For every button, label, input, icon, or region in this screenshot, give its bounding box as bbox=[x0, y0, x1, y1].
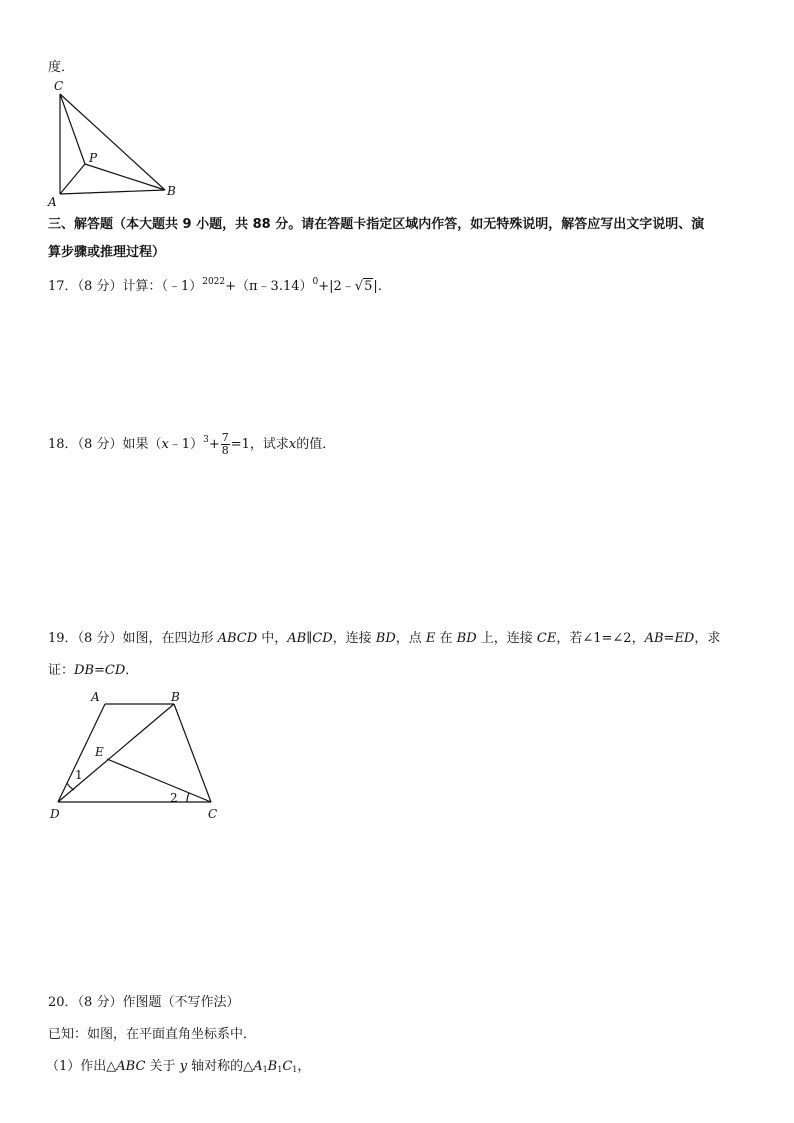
q20-text: 轴对称的△ bbox=[187, 1059, 254, 1074]
q19-db: DB bbox=[74, 663, 94, 678]
q19-text: 证： bbox=[48, 663, 75, 678]
section3-heading-line1 bbox=[48, 213, 704, 232]
angle-arc-2 bbox=[187, 793, 189, 802]
question-20-title bbox=[48, 991, 239, 1010]
q19-text: 中， bbox=[257, 631, 288, 646]
q20-text: （1）作出△ bbox=[46, 1059, 117, 1074]
q18-var-x: x bbox=[161, 437, 169, 452]
q19-cd: CD bbox=[312, 631, 333, 646]
q20-c1: C bbox=[282, 1059, 293, 1074]
section3-heading-text1: 三、解答题（本大题共 9 小题，共 88 分。请在答题卡指定区域内作答，如无特殊说明，解答应写出文字说明、演 bbox=[48, 217, 705, 232]
segment-pb bbox=[85, 164, 165, 190]
question-19-line2 bbox=[48, 659, 138, 678]
q17-radicand: 5 bbox=[364, 279, 373, 294]
q19-text: ，连接 bbox=[332, 631, 376, 646]
label-c: C bbox=[208, 807, 218, 821]
radical-sign: √ bbox=[354, 279, 364, 294]
q17-abs-open: +|2﹣ bbox=[318, 279, 355, 294]
q17-mid: +（π﹣3.14） bbox=[225, 279, 313, 294]
section3-heading-line2 bbox=[48, 241, 165, 260]
label-b: B bbox=[171, 690, 180, 704]
q20-a1: A bbox=[253, 1059, 263, 1074]
q19-text: 上，连接 bbox=[476, 631, 537, 646]
q20-text: ， bbox=[297, 1059, 311, 1074]
q20-y: y bbox=[179, 1059, 188, 1074]
q19-bd: BD bbox=[375, 631, 396, 646]
segment-ab bbox=[60, 190, 165, 194]
q19-ab: AB bbox=[287, 631, 307, 646]
segment-cp bbox=[60, 94, 85, 164]
label-angle-1: 1 bbox=[75, 768, 83, 782]
q20-given-text: 已知：如图，在平面直角坐标系中． bbox=[48, 1027, 257, 1042]
question-17 bbox=[48, 275, 382, 294]
label-c: C bbox=[54, 79, 64, 93]
q17-exponent-0: 0 bbox=[312, 277, 319, 287]
q19-text: ，点 bbox=[395, 631, 426, 646]
label-a: A bbox=[48, 195, 57, 209]
q19-text: ，若∠1=∠2， bbox=[556, 631, 645, 646]
q20-abc: ABC bbox=[116, 1059, 146, 1074]
q20-sub: 1 bbox=[262, 1065, 268, 1074]
label-b: B bbox=[167, 184, 176, 198]
q19-equals: = bbox=[94, 663, 105, 678]
q19-ce: CE bbox=[536, 631, 557, 646]
q19-e: E bbox=[425, 631, 436, 646]
q19-cd: CD bbox=[104, 663, 126, 678]
q17-sqrt5 bbox=[355, 279, 374, 294]
q19-text: 19．（8 分）如图，在四边形 bbox=[48, 631, 218, 646]
q19-text: 在 bbox=[435, 631, 457, 646]
q18-var-x2: x bbox=[288, 437, 297, 452]
segment-bc bbox=[174, 704, 211, 802]
label-p: P bbox=[89, 151, 98, 165]
q18-plus: + bbox=[208, 437, 220, 452]
q19-text: ，求 bbox=[694, 631, 721, 646]
angle-arc-1 bbox=[67, 783, 74, 790]
fragment-text: 度． bbox=[48, 60, 75, 75]
question-18 bbox=[48, 432, 335, 457]
q20-sub: 1 bbox=[277, 1065, 283, 1074]
q20-sub: 1 bbox=[292, 1065, 298, 1074]
label-d: D bbox=[50, 807, 60, 821]
q20-title-text: 20．（8 分）作图题（不写作法） bbox=[48, 995, 240, 1010]
q18-prefix: 18．（8 分）如果（ bbox=[48, 437, 162, 452]
question-19-line1 bbox=[48, 627, 720, 646]
segment-pa bbox=[60, 164, 85, 194]
q19-text: ． bbox=[125, 663, 139, 678]
q18-suffix: 的值． bbox=[296, 437, 336, 452]
quadrilateral-figure-abcd bbox=[44, 686, 234, 826]
q19-ab: AB bbox=[644, 631, 664, 646]
segment-bd bbox=[58, 704, 174, 802]
q20-b1: B bbox=[267, 1059, 278, 1074]
q18-minus-one: ﹣1） bbox=[168, 437, 204, 452]
segment-ec bbox=[107, 759, 211, 802]
q18-denominator: 8 bbox=[221, 444, 229, 457]
question-20-given bbox=[48, 1023, 256, 1042]
label-e: E bbox=[95, 745, 104, 759]
prev-question-fragment bbox=[48, 56, 74, 75]
q19-parallel: ∥ bbox=[306, 631, 313, 646]
q19-bd: BD bbox=[456, 631, 477, 646]
triangle-figure-p bbox=[40, 74, 190, 209]
q17-exponent-2022: 2022 bbox=[202, 277, 226, 287]
section3-heading-text2: 算步骤或推理过程） bbox=[48, 245, 166, 260]
q19-abcd: ABCD bbox=[217, 631, 258, 646]
question-20-part1 bbox=[46, 1055, 310, 1074]
q18-fraction bbox=[221, 432, 230, 457]
q20-text: 关于 bbox=[145, 1059, 180, 1074]
q19-equals: = bbox=[663, 631, 675, 646]
q17-prefix: 17．（8 分）计算：（﹣1） bbox=[48, 279, 203, 294]
q17-abs-close: |. bbox=[373, 279, 382, 294]
q19-ed: ED bbox=[674, 631, 695, 646]
q18-exponent-3: 3 bbox=[203, 435, 209, 445]
label-a: A bbox=[91, 690, 100, 704]
label-angle-2: 2 bbox=[170, 791, 178, 805]
q18-equals: =1，试求 bbox=[230, 437, 289, 452]
q18-numerator: 7 bbox=[221, 431, 229, 444]
